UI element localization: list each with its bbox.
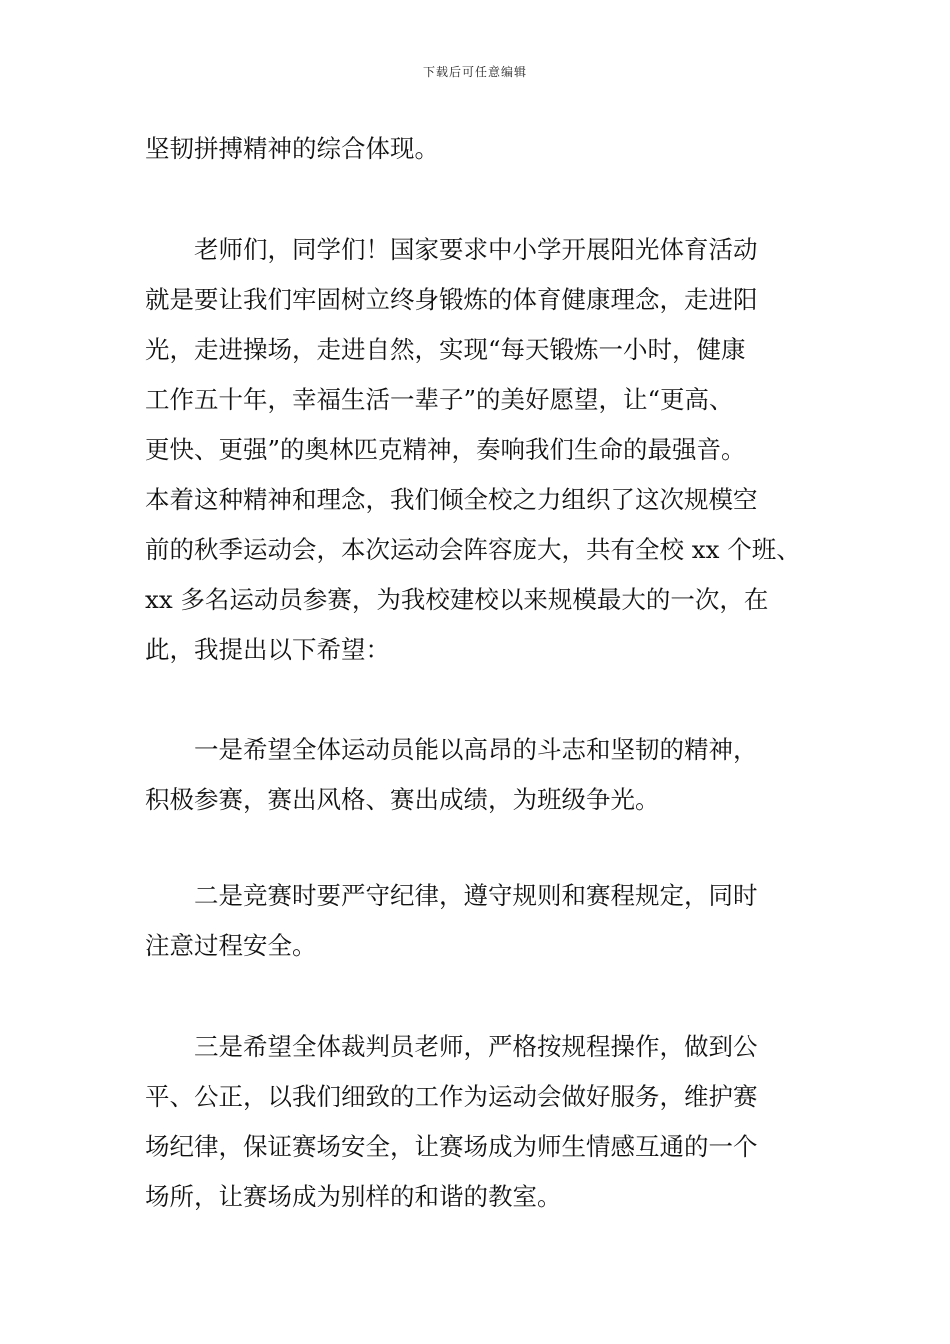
body-line: 老师们，同学们！国家要求中小学开展阳光体育活动 xyxy=(145,235,758,264)
body-line: 一是希望全体运动员能以高昂的斗志和坚韧的精神， xyxy=(145,735,758,764)
body-line: 三是希望全体裁判员老师，严格按规程操作，做到公 xyxy=(145,1032,758,1061)
body-line: 积极参赛，赛出风格、赛出成绩，为班级争光。 xyxy=(145,785,660,814)
body-line: 场所，让赛场成为别样的和谐的教室。 xyxy=(145,1182,562,1211)
body-line: xx 多名运动员参赛，为我校建校以来规模最大的一次，在 xyxy=(145,585,769,614)
body-line: 就是要让我们牢固树立终身锻炼的体育健康理念，走进阳 xyxy=(145,285,758,314)
body-line: 光，走进操场，走进自然，实现“每天锻炼一小时，健康 xyxy=(145,335,746,364)
body-line: 场纪律，保证赛场安全，让赛场成为师生情感互通的一个 xyxy=(145,1132,758,1161)
body-line: 平、公正，以我们细致的工作为运动会做好服务，维护赛 xyxy=(145,1082,758,1111)
body-line: 此，我提出以下希望： xyxy=(145,635,390,664)
body-line: 二是竞赛时要严守纪律，遵守规则和赛程规定，同时 xyxy=(145,881,758,910)
body-line: 前的秋季运动会，本次运动会阵容庞大，共有全校 xx 个班、 xyxy=(145,535,801,564)
body-line: 坚韧拼搏精神的综合体现。 xyxy=(145,134,439,163)
body-line: 更快、更强”的奥林匹克精神，奏响我们生命的最强音。 xyxy=(145,435,746,464)
body-line: 注意过程安全。 xyxy=(145,931,317,960)
body-line: 本着这种精神和理念，我们倾全校之力组织了这次规模空 xyxy=(145,485,758,514)
body-line: 工作五十年，幸福生活一辈子”的美好愿望，让“更高、 xyxy=(145,385,734,414)
page-header: 下载后可任意编辑 xyxy=(422,65,527,79)
